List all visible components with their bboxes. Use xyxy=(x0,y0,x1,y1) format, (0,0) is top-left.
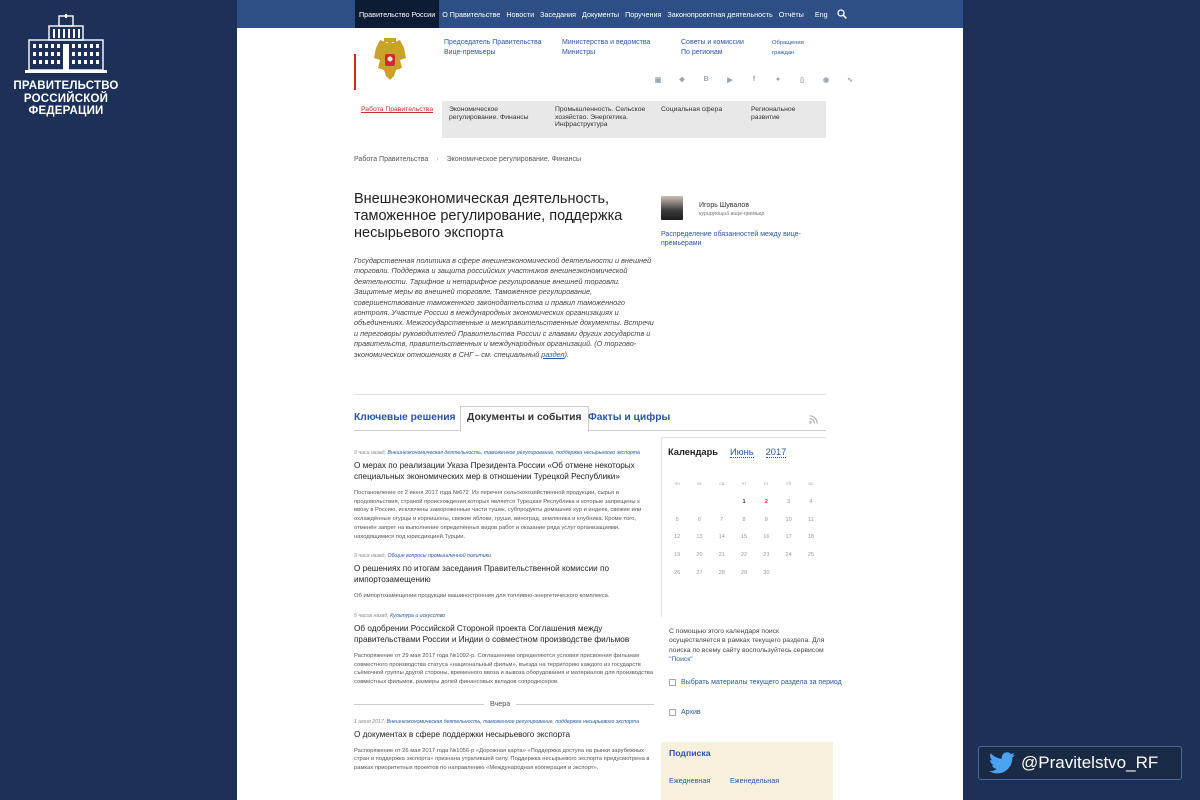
calendar-day: 8 xyxy=(742,516,746,523)
news-tag[interactable]: Внешнеэкономическая деятельность, таможенное регулирование, поддержка несырьевого экспорта xyxy=(387,450,640,456)
content-tabs xyxy=(354,406,826,431)
tab-key-decisions[interactable]: Ключевые решения xyxy=(354,412,456,423)
news-time: 1 июня 2017, xyxy=(354,718,386,725)
news-tag[interactable]: Культура и искусство xyxy=(390,612,446,619)
section-industry[interactable]: Промышленность. Сельское хозяйство. Энергетика. Инфраструктура xyxy=(555,106,646,128)
nav-english[interactable]: Eng xyxy=(814,9,828,19)
description-text: Государственная политика в сфере внешнеэкономической деятельности и внешней торговли. Поддержка и защита российских участников внешнеэкономической деятельности. Тарифное и нетарифное регулирование внешней торговли. Защитные меры во внешней торговле. Таможенное регулирование, совершенствование таможенного законодательства и правил таможенного контроля. Участие России в международных экономических организациях и объединениях. Межгосударственные и межправительственные документы. Встречи и переговоры руководителей Правительства России с главами других государств и правительств, правительственных и международных организаций. (О торгово-экономических отношениях в СНГ – см. специальный xyxy=(354,256,654,359)
nav-instructions[interactable]: Поручения xyxy=(625,9,662,19)
coat-of-arms-icon[interactable] xyxy=(372,38,408,82)
camera-icon[interactable]: ▣ xyxy=(654,77,662,84)
subscription-title: Подписка xyxy=(669,748,711,758)
news-meta xyxy=(354,450,654,456)
weekday-label: пт xyxy=(763,482,769,487)
calendar-day: 17 xyxy=(785,534,792,541)
nav-reports[interactable]: Отчёты xyxy=(778,9,804,19)
vk-icon[interactable]: B xyxy=(703,76,709,83)
news-body: Распоряжение от 26 мая 2017 года №1056-р «Дорожная карта» «Поддержка доступа на рынки зарубежных стран и поддержка экспорта» признана утратившей силу. Поддержка несырьевого экспорта предусмотрена в рамках приоритетных проектов по направлению «Международная кооперация и экспорт». xyxy=(354,747,650,772)
description-end: ). xyxy=(564,349,569,359)
youtube-icon[interactable]: ▶ xyxy=(727,77,733,84)
calendar-day: 12 xyxy=(674,534,681,541)
news-meta xyxy=(354,719,654,725)
calendar xyxy=(661,437,826,617)
section-economic-regulation[interactable]: Экономическое регулирование. Финансы xyxy=(449,106,529,121)
calendar-empty-cell xyxy=(666,499,688,505)
news-title[interactable]: Об одобрении Российской Стороной проекта Соглашения между правительствами России и Индии о совместном производстве фильмов xyxy=(354,623,630,644)
list-item xyxy=(354,553,654,601)
nav-legislation[interactable]: Законопроектная деятельность xyxy=(667,9,773,19)
archive-link[interactable] xyxy=(669,708,701,717)
link-chairman[interactable]: Председатель Правительства xyxy=(444,39,542,46)
section-link[interactable]: раздел xyxy=(541,349,565,359)
news-time: 3 часа назад, xyxy=(354,553,386,560)
community-icon[interactable]: ● xyxy=(775,76,781,83)
calendar-header xyxy=(668,447,786,458)
calendar-day[interactable]: 1 xyxy=(742,498,746,505)
weekday-label: ср xyxy=(719,482,725,487)
news-meta xyxy=(354,553,654,559)
section-social[interactable]: Социальная сфера xyxy=(661,106,723,113)
subscribe-daily[interactable]: Ежедневная xyxy=(669,776,711,785)
link-ministers[interactable]: Министры xyxy=(562,49,596,56)
duties-link[interactable]: Распределение обязанностей между вице-премьерами xyxy=(661,231,801,247)
logo-line-2: РОССИЙСКОЙ xyxy=(23,92,109,105)
news-body: Постановление от 2 июня 2017 года №672. Из перечня сельскохозяйственной продукции, сырья и продовольствия, страной происхождения которых является Турецкая Республика и которые запрещены к ввозу в Россию, исключены замороженные части тушек, субпродукты домашних кур и индеек, свежие или охлаждённые огурцы и корнишоны, свежие яблоки, груши, виноград, земляника и клубника. Кроме того, отменён запрет на выполнение определённых видов работ и оказание ряда услуг организациями, находящимися под юрисдикцией Турции. xyxy=(354,490,642,540)
link-councils[interactable]: Советы и комиссии xyxy=(681,39,744,46)
curator-role: курирующий вице-премьер xyxy=(699,211,765,217)
calendar-day[interactable]: 2 xyxy=(764,498,768,505)
avatar[interactable] xyxy=(661,196,683,220)
calendar-empty-cell xyxy=(711,499,733,505)
twitter-small-icon[interactable]: ❖ xyxy=(678,77,686,84)
calendar-day: 16 xyxy=(763,534,770,541)
curator-name[interactable]: Игорь Шувалов xyxy=(699,202,750,209)
news-title[interactable]: О мерах по реализации Указа Президента России «Об отмене некоторых специальных экономических мер в отношении Турецкой Республики» xyxy=(354,461,635,481)
mobile-icon[interactable]: ▯ xyxy=(800,77,804,84)
logo-line-3: ФЕДЕРАЦИИ xyxy=(28,105,104,117)
news-time: 5 часов назад, xyxy=(354,612,389,619)
calendar-box xyxy=(661,437,826,617)
divider xyxy=(354,394,826,395)
breadcrumb-chevron-icon: › xyxy=(436,156,439,163)
twitter-icon xyxy=(989,752,1015,774)
calendar-icon xyxy=(669,679,676,686)
section-regional[interactable]: Региональное развитие xyxy=(751,106,796,121)
header-column-1 xyxy=(444,38,541,58)
flag-stripe xyxy=(354,54,356,90)
news-tag[interactable]: Общие вопросы промышленной политики xyxy=(387,553,491,560)
search-service-link[interactable]: "Поиск" xyxy=(669,655,693,663)
period-select-link[interactable] xyxy=(669,678,842,687)
archive-label[interactable]: Архив xyxy=(681,709,701,716)
nav-meetings[interactable]: Заседания xyxy=(540,9,577,19)
nav-about[interactable]: О Правительстве xyxy=(442,9,501,19)
eye-icon[interactable]: ◉ xyxy=(822,77,830,84)
day-separator xyxy=(354,699,654,709)
calendar-year[interactable]: 2017 xyxy=(765,447,787,457)
calendar-day: 24 xyxy=(785,552,792,559)
rss-icon[interactable]: ∿ xyxy=(847,77,853,84)
nav-documents[interactable]: Документы xyxy=(582,9,620,19)
site-header xyxy=(354,28,853,98)
calendar-day: 4 xyxy=(809,498,813,505)
list-item xyxy=(354,613,654,687)
calendar-day: 30 xyxy=(763,569,770,576)
link-citizen-appeals[interactable]: Обращения граждан xyxy=(772,40,804,56)
news-tag[interactable]: Внешнеэкономическая деятельность, таможенное регулирование, поддержка несырьевого экспорта xyxy=(386,718,640,725)
calendar-day: 23 xyxy=(763,552,770,559)
news-feed xyxy=(354,450,654,785)
period-select-label[interactable]: Выбрать материалы текущего раздела за период xyxy=(681,679,842,686)
calendar-day: 10 xyxy=(785,516,792,523)
link-vice-premiers[interactable]: Вице-премьеры xyxy=(444,49,496,56)
white-house-icon xyxy=(21,14,111,74)
calendar-empty-cell xyxy=(688,499,710,505)
logo-line-1: ПРАВИТЕЛЬСТВО xyxy=(13,80,119,92)
calendar-day: 22 xyxy=(740,552,748,559)
calendar-day: 28 xyxy=(718,569,725,576)
breadcrumb xyxy=(354,156,581,163)
news-body: Распоряжение от 29 мая 2017 года №1092-р. Соглашением определяются условия присвоения фильмам совместного производства статуса «национальный фильм», въезда на территорию каждого из государств съёмочной группы другой стороны, временного ввоза и вывоза оборудования и материалов для производства совместных фильмов, размеры долей финансовых вкладов сопродюсеров. xyxy=(354,652,654,686)
calendar-day: 6 xyxy=(697,516,701,523)
calendar-note xyxy=(669,627,827,664)
calendar-day: 15 xyxy=(740,534,748,541)
calendar-day: 21 xyxy=(718,552,725,559)
calendar-day: 13 xyxy=(696,534,703,541)
social-links xyxy=(646,76,862,84)
rss-feed-icon[interactable] xyxy=(809,415,818,424)
search-icon[interactable] xyxy=(837,0,847,28)
breadcrumb-item-2[interactable]: Экономическое регулирование. Финансы xyxy=(446,156,581,163)
header-column-3 xyxy=(681,38,744,58)
news-title[interactable]: О решениях по итогам заседания Правительственной комиссии по импортозамещению xyxy=(354,564,610,585)
calendar-day: 29 xyxy=(740,569,748,576)
calendar-day: 18 xyxy=(807,534,815,541)
separator-label: Вчера xyxy=(484,699,516,708)
tab-documents-events[interactable]: Документы и события xyxy=(460,406,589,432)
calendar-day: 9 xyxy=(764,516,768,523)
news-meta xyxy=(354,613,654,619)
twitter-handle: @Pravitelstvo_RF xyxy=(1021,753,1159,772)
facebook-icon[interactable]: f xyxy=(752,76,756,83)
calendar-day: 11 xyxy=(808,516,814,523)
calendar-day: 25 xyxy=(807,552,815,559)
subscription-box xyxy=(661,742,833,800)
section-navigation xyxy=(354,101,826,138)
calendar-day: 7 xyxy=(720,516,724,523)
page-title: Внешнеэкономическая деятельность, таможенное регулирование, поддержка несырьевого экспорта xyxy=(354,191,623,241)
calendar-month[interactable]: Июнь xyxy=(730,447,754,457)
calendar-grid xyxy=(666,482,822,576)
calendar-day: 27 xyxy=(696,569,703,576)
section-description xyxy=(354,256,654,360)
nav-news[interactable]: Новости xyxy=(506,9,535,19)
calendar-day: 3 xyxy=(787,498,791,505)
weekday-label: вс xyxy=(808,482,814,487)
news-time: 3 часа назад, xyxy=(354,450,386,456)
archive-icon xyxy=(669,709,676,716)
list-item xyxy=(354,719,654,773)
calendar-day: 19 xyxy=(674,552,681,559)
nav-government[interactable]: Правительство России xyxy=(355,0,439,28)
twitter-badge[interactable] xyxy=(978,746,1182,780)
list-item xyxy=(354,450,654,541)
breadcrumb-item-1[interactable]: Работа Правительства xyxy=(354,156,429,163)
link-ministries[interactable]: Министерства и ведомства xyxy=(562,39,651,46)
section-government-work[interactable]: Работа Правительства xyxy=(354,101,442,138)
weekday-label: чт xyxy=(741,482,747,487)
calendar-title: Календарь xyxy=(668,447,718,457)
news-body: Об импортозамещении продукции машиностроения для топливно-энергетического комплекса. xyxy=(354,593,610,600)
calendar-note-text: С помощью этого календаря поиск осуществляется в рамках текущего раздела. Для поиска по всему сайту воспользуйтесь сервисом xyxy=(669,628,825,654)
weekday-label: пн xyxy=(674,482,680,487)
calendar-day: 14 xyxy=(718,534,725,541)
top-navigation xyxy=(237,0,963,28)
calendar-day: 26 xyxy=(674,569,681,576)
link-regions[interactable]: По регионам xyxy=(681,49,723,56)
header-column-2 xyxy=(562,38,650,58)
weekday-label: сб xyxy=(786,482,792,487)
news-title[interactable]: О документах в сфере поддержки несырьевого экспорта xyxy=(354,729,571,739)
calendar-day: 20 xyxy=(696,552,703,559)
tab-facts-figures[interactable]: Факты и цифры xyxy=(588,412,671,423)
weekday-label: вт xyxy=(697,482,702,487)
website-page xyxy=(237,0,963,800)
subscribe-weekly[interactable]: Еженедельная xyxy=(730,776,780,785)
calendar-day: 5 xyxy=(675,516,679,523)
government-logo xyxy=(12,14,120,118)
